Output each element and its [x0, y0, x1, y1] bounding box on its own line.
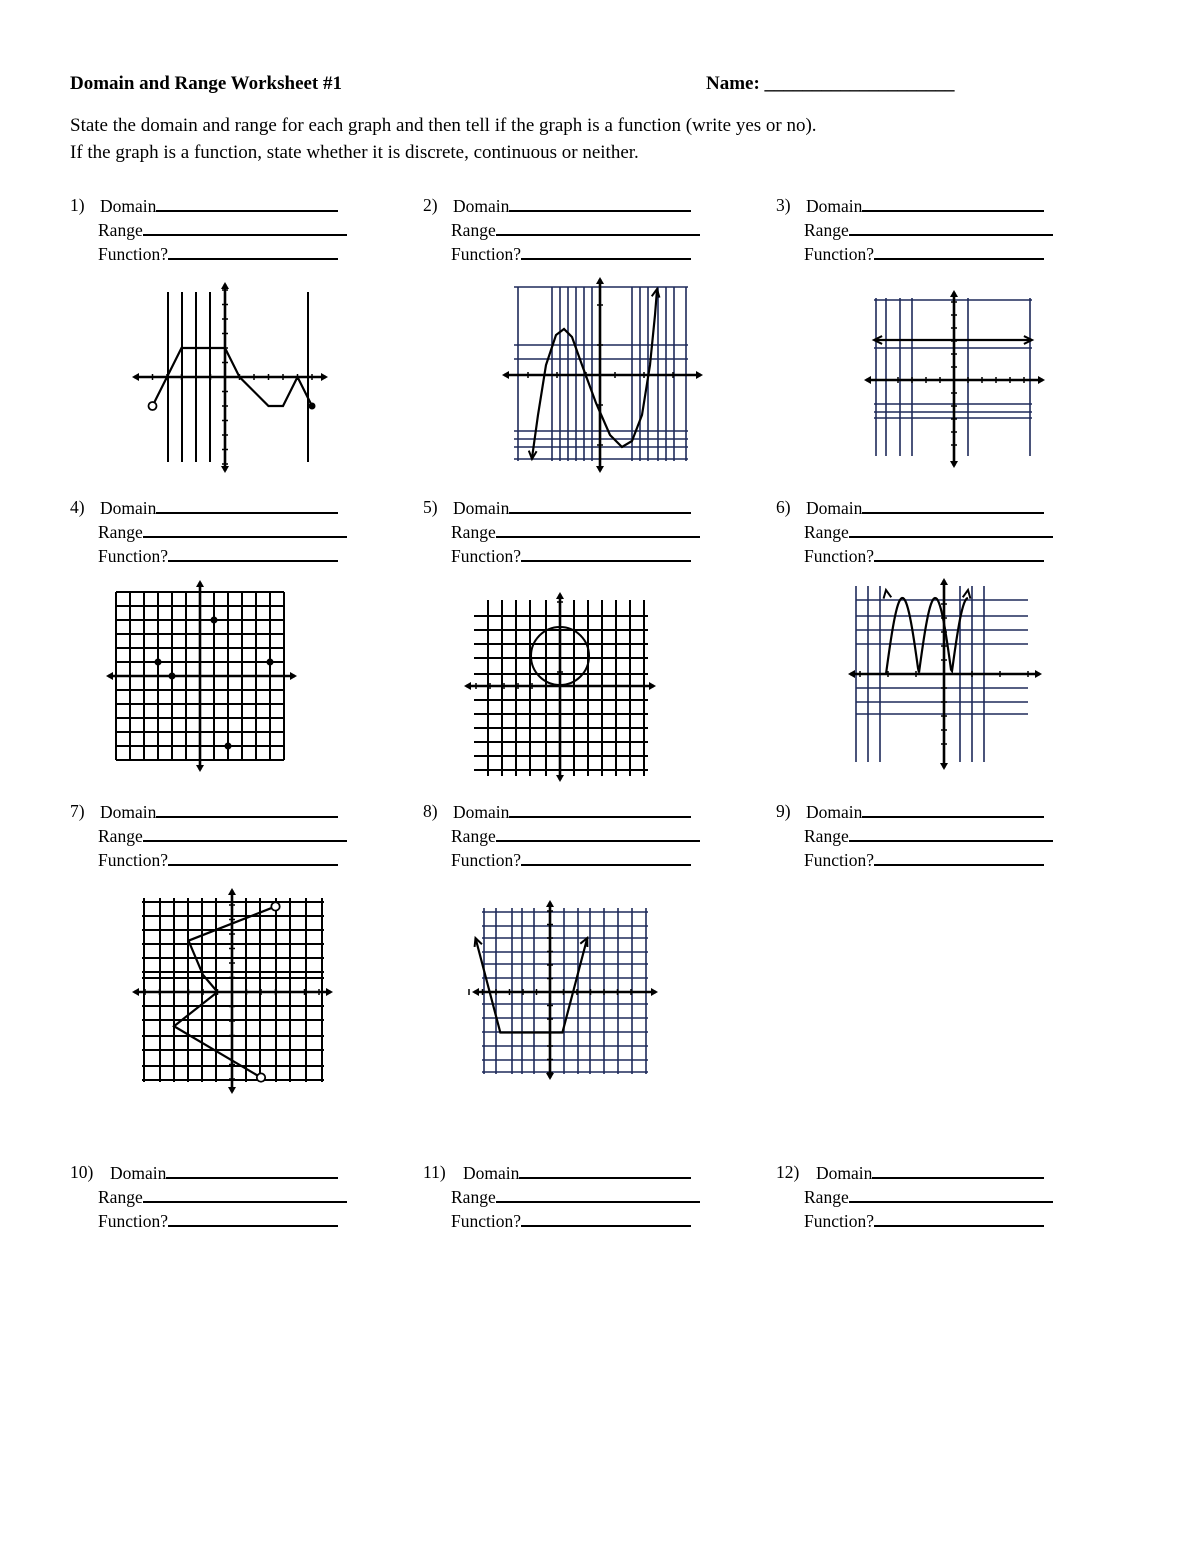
question-number: 6)	[776, 497, 791, 517]
question-number: 3)	[776, 195, 791, 215]
question-2	[423, 195, 723, 267]
data-point	[225, 743, 232, 750]
question-number: 12)	[776, 1162, 800, 1182]
range-label: Range	[98, 1187, 143, 1207]
question-number: 10)	[70, 1162, 94, 1182]
graph-8	[470, 898, 660, 1082]
range-row	[451, 825, 700, 846]
instruction-line-1: State the domain and range for each graph and then tell if the graph is a function (write yes or no).	[70, 115, 817, 136]
domain-label: Domain	[806, 802, 863, 822]
domain-answer-blank[interactable]	[509, 195, 691, 212]
domain-answer-blank[interactable]	[156, 497, 338, 514]
y-axis-arrow	[556, 775, 564, 782]
question-9	[776, 801, 1076, 873]
domain-row	[100, 497, 338, 518]
domain-row	[806, 801, 1044, 822]
domain-label: Domain	[806, 498, 863, 518]
function-answer-blank[interactable]	[521, 849, 691, 866]
question-number: 1)	[70, 195, 85, 215]
range-row	[804, 825, 1053, 846]
range-answer-blank[interactable]	[143, 1186, 347, 1203]
function-row	[98, 243, 338, 264]
open-endpoint	[257, 1073, 265, 1081]
question-1	[70, 195, 370, 267]
domain-row	[453, 195, 691, 216]
domain-answer-blank[interactable]	[509, 801, 691, 818]
function-answer-blank[interactable]	[521, 1210, 691, 1227]
range-label: Range	[451, 220, 496, 240]
question-number: 2)	[423, 195, 438, 215]
y-axis-arrow	[596, 277, 604, 284]
curve-arrow-left	[884, 590, 892, 599]
domain-row	[110, 1162, 338, 1183]
domain-label: Domain	[806, 196, 863, 216]
function-answer-blank[interactable]	[874, 243, 1044, 260]
function-label: Function?	[804, 1211, 874, 1231]
function-answer-blank[interactable]	[521, 243, 691, 260]
domain-answer-blank[interactable]	[509, 497, 691, 514]
data-point	[155, 659, 162, 666]
x-axis-arrow	[1038, 376, 1045, 384]
range-row	[98, 521, 347, 542]
domain-label: Domain	[100, 498, 157, 518]
range-label: Range	[804, 220, 849, 240]
range-row	[98, 825, 347, 846]
function-answer-blank[interactable]	[168, 1210, 338, 1227]
function-row	[451, 1210, 691, 1231]
range-answer-blank[interactable]	[849, 1186, 1053, 1203]
question-7	[70, 801, 370, 873]
x-axis-arrow	[502, 371, 509, 379]
function-label: Function?	[451, 850, 521, 870]
instruction-line-2: If the graph is a function, state whether it is discrete, continuous or neither.	[70, 142, 639, 163]
function-row	[451, 243, 691, 264]
domain-label: Domain	[110, 1163, 167, 1183]
question-number: 9)	[776, 801, 791, 821]
question-number: 4)	[70, 497, 85, 517]
graph-2	[500, 275, 705, 475]
domain-label: Domain	[463, 1163, 520, 1183]
range-label: Range	[451, 1187, 496, 1207]
function-row	[804, 1210, 1044, 1231]
open-endpoint	[149, 402, 157, 410]
function-label: Function?	[804, 546, 874, 566]
range-row	[451, 1186, 700, 1207]
range-answer-blank[interactable]	[496, 825, 700, 842]
question-3	[776, 195, 1076, 267]
x-axis-arrow	[848, 670, 855, 678]
domain-row	[806, 497, 1044, 518]
domain-answer-blank[interactable]	[519, 1162, 691, 1179]
range-row	[98, 219, 347, 240]
range-label: Range	[98, 220, 143, 240]
function-label: Function?	[451, 244, 521, 264]
question-number: 7)	[70, 801, 85, 821]
graph-7	[130, 886, 335, 1096]
x-axis-arrow	[290, 672, 297, 680]
question-number: 8)	[423, 801, 438, 821]
y-axis-arrow	[221, 282, 229, 289]
range-answer-blank[interactable]	[143, 825, 347, 842]
range-row	[804, 219, 1053, 240]
y-axis-arrow	[196, 580, 204, 587]
range-answer-blank[interactable]	[496, 1186, 700, 1203]
function-label: Function?	[451, 546, 521, 566]
range-row	[451, 219, 700, 240]
range-row	[98, 1186, 347, 1207]
question-5	[423, 497, 723, 569]
oscillating-curve	[886, 598, 968, 674]
question-number: 11)	[423, 1162, 446, 1182]
graph-1	[130, 280, 330, 475]
domain-answer-blank[interactable]	[156, 801, 338, 818]
function-answer-blank[interactable]	[874, 545, 1044, 562]
function-row	[804, 243, 1044, 264]
domain-label: Domain	[453, 196, 510, 216]
domain-answer-blank[interactable]	[166, 1162, 338, 1179]
x-axis-arrow	[696, 371, 703, 379]
closed-endpoint	[309, 403, 316, 410]
range-label: Range	[804, 522, 849, 542]
x-axis-arrow	[864, 376, 871, 384]
graph-4	[104, 578, 299, 774]
x-axis-arrow	[321, 373, 328, 381]
x-axis-arrow	[132, 373, 139, 381]
range-row	[451, 521, 700, 542]
domain-row	[806, 195, 1044, 216]
function-answer-blank[interactable]	[874, 1210, 1044, 1227]
name-field[interactable]: Name: ____________________	[706, 73, 955, 94]
x-axis-arrow	[106, 672, 113, 680]
question-10	[70, 1162, 370, 1234]
function-label: Function?	[98, 244, 168, 264]
worksheet-title: Domain and Range Worksheet #1	[70, 73, 343, 94]
range-row	[804, 1186, 1053, 1207]
range-answer-blank[interactable]	[849, 219, 1053, 236]
open-endpoint	[271, 902, 279, 910]
domain-answer-blank[interactable]	[862, 801, 1044, 818]
y-axis-arrow	[546, 1073, 554, 1080]
y-axis-arrow	[228, 1087, 236, 1094]
range-label: Range	[451, 826, 496, 846]
function-answer-blank[interactable]	[168, 545, 338, 562]
function-row	[451, 545, 691, 566]
function-row	[98, 545, 338, 566]
domain-answer-blank[interactable]	[862, 195, 1044, 212]
function-label: Function?	[804, 244, 874, 264]
data-point	[169, 673, 176, 680]
domain-row	[453, 497, 691, 518]
domain-answer-blank[interactable]	[872, 1162, 1044, 1179]
x-axis-arrow	[1035, 670, 1042, 678]
graph-6	[846, 576, 1044, 772]
range-label: Range	[804, 826, 849, 846]
domain-row	[100, 195, 338, 216]
range-row	[804, 521, 1053, 542]
domain-row	[463, 1162, 691, 1183]
function-label: Function?	[98, 850, 168, 870]
function-answer-blank[interactable]	[874, 849, 1044, 866]
graph-5	[462, 590, 658, 784]
range-label: Range	[98, 522, 143, 542]
y-axis-arrow	[950, 290, 958, 297]
y-axis-arrow	[221, 466, 229, 473]
function-answer-blank[interactable]	[521, 545, 691, 562]
question-8	[423, 801, 723, 873]
domain-answer-blank[interactable]	[862, 497, 1044, 514]
domain-label: Domain	[100, 196, 157, 216]
data-point	[211, 617, 218, 624]
domain-label: Domain	[100, 802, 157, 822]
function-row	[804, 545, 1044, 566]
y-axis-arrow	[546, 900, 554, 907]
range-label: Range	[804, 1187, 849, 1207]
question-12	[776, 1162, 1076, 1234]
range-answer-blank[interactable]	[496, 219, 700, 236]
range-answer-blank[interactable]	[143, 521, 347, 538]
range-label: Range	[451, 522, 496, 542]
question-4	[70, 497, 370, 569]
y-axis-arrow	[228, 888, 236, 895]
x-axis-arrow	[132, 988, 139, 996]
range-answer-blank[interactable]	[496, 521, 700, 538]
domain-row	[100, 801, 338, 822]
function-row	[98, 849, 338, 870]
domain-label: Domain	[453, 802, 510, 822]
question-number: 5)	[423, 497, 438, 517]
function-row	[451, 849, 691, 870]
domain-row	[453, 801, 691, 822]
range-answer-blank[interactable]	[849, 825, 1053, 842]
range-answer-blank[interactable]	[143, 219, 347, 236]
y-axis-arrow	[940, 578, 948, 585]
domain-answer-blank[interactable]	[156, 195, 338, 212]
function-label: Function?	[804, 850, 874, 870]
x-axis-arrow	[649, 682, 656, 690]
y-axis-arrow	[556, 592, 564, 599]
domain-label: Domain	[453, 498, 510, 518]
y-axis-arrow	[196, 765, 204, 772]
range-answer-blank[interactable]	[849, 521, 1053, 538]
y-axis-arrow	[940, 763, 948, 770]
x-axis-arrow	[464, 682, 471, 690]
y-axis-arrow	[596, 466, 604, 473]
range-label: Range	[98, 826, 143, 846]
function-label: Function?	[98, 546, 168, 566]
x-axis-arrow	[326, 988, 333, 996]
x-axis-arrow	[651, 988, 658, 996]
data-point	[267, 659, 274, 666]
function-row	[804, 849, 1044, 870]
graph-3	[862, 288, 1047, 470]
function-row	[98, 1210, 338, 1231]
function-label: Function?	[451, 1211, 521, 1231]
function-answer-blank[interactable]	[168, 243, 338, 260]
domain-row	[816, 1162, 1044, 1183]
y-axis-arrow	[950, 461, 958, 468]
function-label: Function?	[98, 1211, 168, 1231]
function-answer-blank[interactable]	[168, 849, 338, 866]
domain-label: Domain	[816, 1163, 873, 1183]
x-axis-arrow	[472, 988, 479, 996]
question-11	[423, 1162, 723, 1234]
question-6	[776, 497, 1076, 569]
